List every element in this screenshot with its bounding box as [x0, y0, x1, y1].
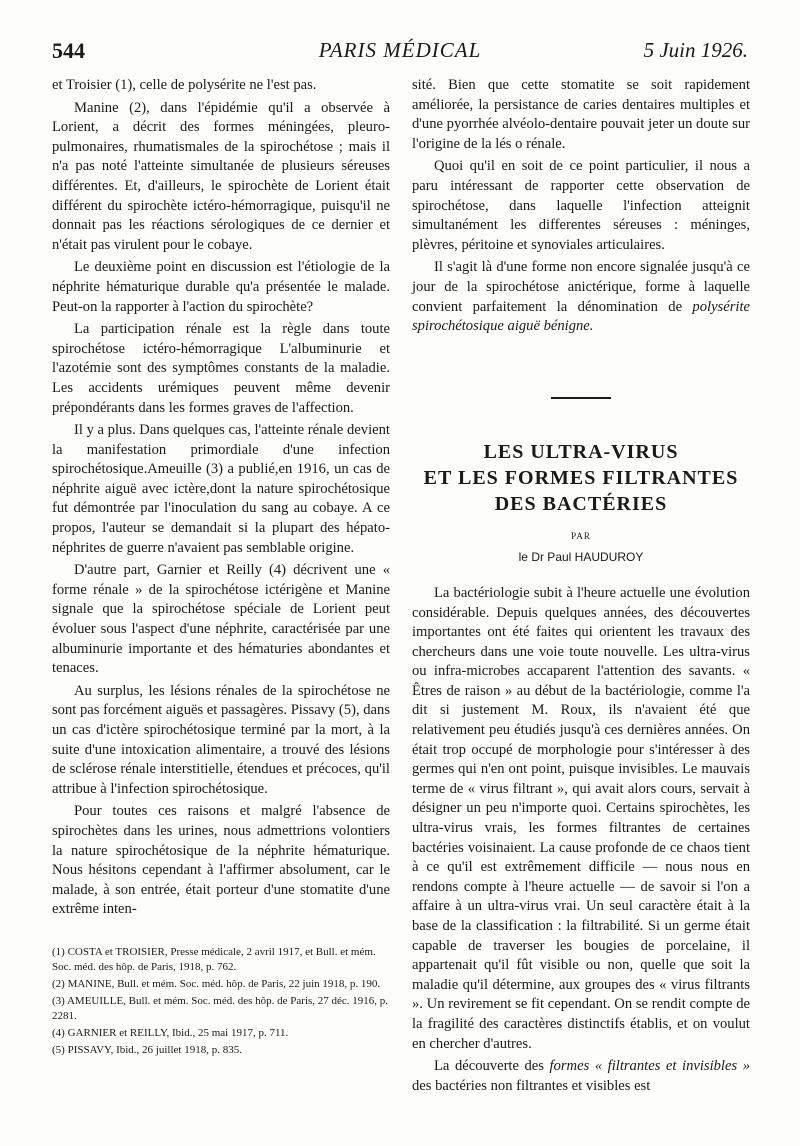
article-title-line: ET LES FORMES FILTRANTES	[423, 466, 739, 489]
body-paragraph: Quoi qu'il en soit de ce point particulier, il nous a paru intéressant de rapporter cette observation de spirochétose, dans laquelle l'infection atteignit simultanément les differentes séreuses : méninges, plèvres, péritoine et synoviales articulaires.	[412, 158, 750, 253]
issue-date: 5 Juin 1926.	[643, 38, 748, 62]
article-title-line: DES BACTÉRIES	[494, 492, 668, 515]
left-column	[52, 76, 390, 923]
paragraph-text: Il s'agit là d'une forme non encore signalée jusqu'à ce jour de la spirochétose anictérique, forme à laquelle convient parfaitement la dénomination de	[412, 259, 750, 315]
section-divider	[551, 397, 611, 399]
body-paragraph: Il y a plus. Dans quelques cas, l'atteinte rénale devient la manifestation primordiale d'une infection spirochétosique.Ameuille (3) a publié,en 1916, un cas de néphrite aiguë avec ictère,dont la nature spirochétosique fut démontrée par l'inoculation du sang au cobaye. A ce propos, l'auteur se demandait si la plupart des hépato-néphrites de guerre n'avaient pas semblable origine.	[52, 422, 390, 556]
footnote: (1) COSTA et TROISIER, Presse médicale, 2 avril 1917, et Bull. et mém. Soc. méd. des hôp. de Paris, 1918, p. 762.	[52, 946, 376, 973]
body-paragraph: Au surplus, les lésions rénales de la spirochétose ne sont pas forcément aiguës et passagères. Pissavy (5), dans un cas d'ictère spirochétosique terminé par la mort, à la suite d'une intoxication alimentaire, a trouvé des lésions de sclérose rénale interstitielle, étendues et précoces, qu'il attribue à l'infection spirochétosique.	[52, 682, 391, 797]
article-title	[412, 439, 750, 517]
body-paragraph: D'autre part, Garnier et Reilly (4) décrivent une « forme rénale » de la spirochétose ictérigène et Manine signale que la spirochétose spéciale de Lorient peut évoluer sous l'aspect d'une néphrite, caractérisée par une albuminurie importante et des hématuries abondantes et tenaces.	[52, 562, 390, 677]
body-paragraph: Le deuxième point en discussion est l'étiologie de la néphrite hématurique durable qu'a présentée le malade. Peut-on la rapporter à l'action du spirochète?	[52, 259, 390, 315]
right-column	[412, 76, 750, 1099]
emphasized-term: formes « filtrantes et invisibles »	[549, 1058, 750, 1075]
page-header	[52, 38, 748, 66]
byline-author: le Dr Paul HAUDUROY	[518, 550, 644, 565]
footnote: (3) AMEUILLE, Bull. et mém. Soc. méd. des hôp. de Paris, 27 déc. 1916, p. 2281.	[52, 995, 389, 1022]
body-paragraph	[412, 1057, 750, 1096]
footnote: (5) PISSAVY, Ibid., 26 juillet 1918, p. 835.	[52, 1044, 242, 1056]
footnotes	[52, 945, 390, 1060]
footnote: (4) GARNIER et REILLY, Ibid., 25 mai 1917, p. 711.	[52, 1027, 289, 1039]
page-number: 544	[52, 38, 85, 63]
paragraph-text: La découverte des	[434, 1058, 544, 1075]
footnote: (2) MANINE, Bull. et mém. Soc. méd. hôp. de Paris, 22 juin 1918, p. 190.	[52, 978, 381, 990]
body-paragraph: La participation rénale est la règle dans toute spirochétose ictéro-hémorragique L'albuminurie et l'azotémie sont des symptômes constants de la maladie. Les accidents urémiques peuvent même devenir prépondérants dans les formes graves de l'affection.	[52, 321, 390, 416]
body-paragraph	[412, 258, 750, 336]
body-paragraph: sité. Bien que cette stomatite se soit rapidement améliorée, la persistance de caries dentaires multiples et d'une pyorrhée alvéolo-dentaire pouvait jeter un doute sur l'origine de la lés o rénale.	[412, 77, 750, 152]
body-paragraph: La bactériologie subit à l'heure actuelle une évolution considérable. Depuis quelques années, des découvertes importantes ont été faites qui orientent les travaux des chercheurs dans une voie toute nouvelle. Les ultra-virus ou infra-microbes accaparent l'attention des savants. « Êtres de raison » au début de la bactériologie, comme l'a dit si justement M. Roux, ils n'avaient été que relativement peu étudiés jusqu'à ces dernières années. On était trop occupé de morphologie pour s'intéresser à des germes qui n'en ont point, puisque invisibles. Le mauvais terme de « virus filtrant », qui avait alors cours, servait à désigner un peu n'importe quoi. Certains spirochètes, les ultra-virus vrais, les formes filtrantes de certaines bactéries voisinaient. La cause profonde de ce chaos tient à ce qu'il est extrêmement difficile — nous nous en rendons compte à l'heure actuelle — de savoir si l'on a affaire à un ultra-virus vrai. Un seul caractère était à la base de la classification : la filtrabilité. Si un germe était capable de traverser les bougies de porcelaine, il appartenait qu'il fût visible ou non, quelle que soit la maladie qu'il détermine, aux groupes des « virus filtrants ». Un revirement se fit cependant. On se rendit compte de la fragilité des caractères distinctifs établis, et on voulut en chercher d'autres.	[412, 584, 750, 1052]
body-paragraph: et Troisier (1), celle de polysérite ne l'est pas.	[52, 77, 317, 93]
paragraph-text: des bactéries non filtrantes et visibles est	[412, 1077, 651, 1094]
emphasized-term: polysérite spirochétosique aiguë bénigne.	[412, 298, 750, 335]
article-title-line: LES ULTRA-VIRUS	[483, 440, 679, 463]
body-paragraph: Manine (2), dans l'épidémie qu'il a observée à Lorient, a décrit des formes méningées, pleuro-pulmonaires, rhumatismales de la spirochétose ; mais il n'a pas noté l'atteinte simultanée de plusieurs séreuses différentes. Et, d'ailleurs, le spirochète de Lorient était différent du spirochète ictéro-hémorragique, puisqu'il ne donnait pas les réactions sérologiques de ce dernier et n'était pas virulent pour le cobaye.	[52, 99, 390, 253]
body-paragraph: Pour toutes ces raisons et malgré l'absence de spirochètes dans les urines, nous admettrions volontiers la nature spirochétosique de la néphrite hématurique. Nous hésitons cependant à l'affirmer absolument, car le malade, à son entrée, était porteur d'une stomatite d'une extrême inten-	[52, 803, 390, 918]
running-title: PARIS MÉDICAL	[318, 38, 482, 62]
byline-par: PAR	[571, 530, 591, 541]
